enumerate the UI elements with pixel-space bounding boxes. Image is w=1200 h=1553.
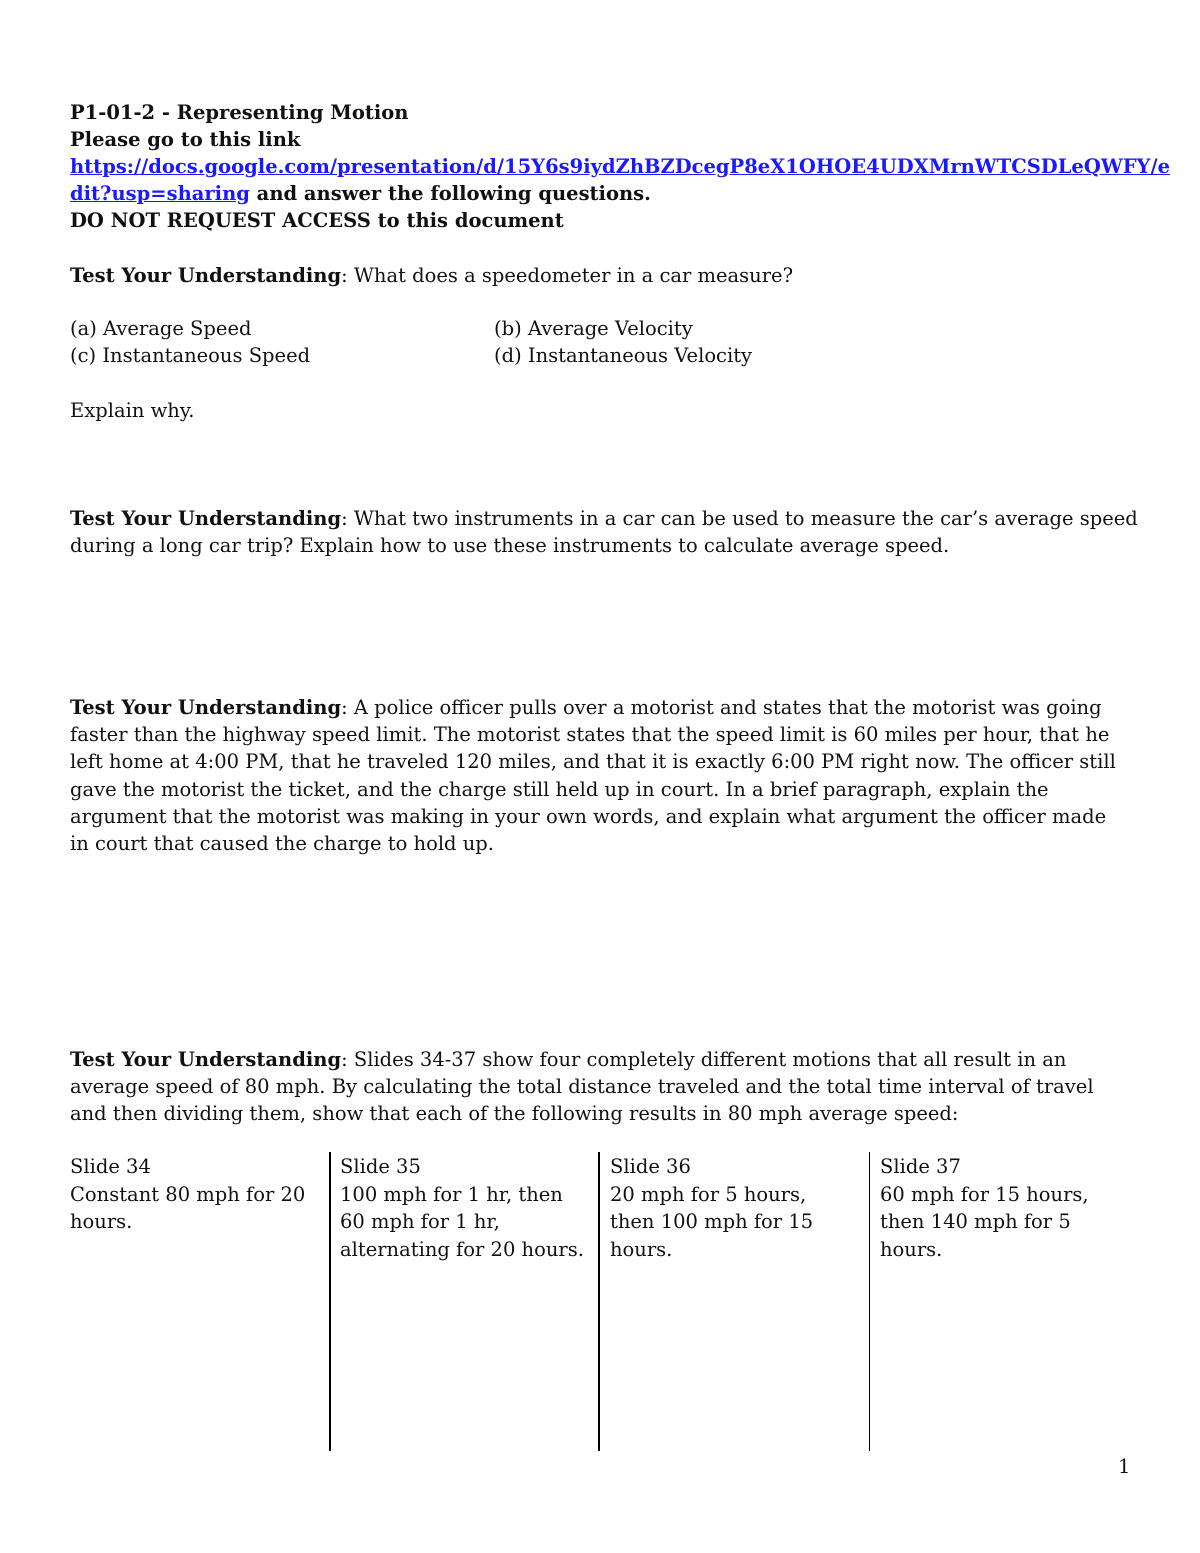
slide-37-column [880, 1153, 1135, 1263]
slide-36-title: Slide 36 [610, 1155, 691, 1178]
choice-d: (d) Instantaneous Velocity [494, 344, 753, 367]
question-2-label: Test Your Understanding [70, 507, 342, 530]
slide-34-title: Slide 34 [70, 1155, 151, 1178]
choice-a: (a) Average Speed [70, 317, 252, 340]
page-title: P1-01-2 - Representing Motion [70, 101, 409, 124]
slide-36-column [610, 1153, 855, 1263]
question-1-text: : What does a speedometer in a car measure? [341, 264, 794, 287]
question-3-text: : A police officer pulls over a motorist and states that the motorist was going faster than the highway speed limit. The motorist states that the speed limit is 60 miles per hour, that he left home at 4:00 PM, that he traveled 120 miles, and that it is exactly 6:00 PM right now. The officer still gave the motorist the ticket, and the charge still held up in court. In a brief paragraph, explain the argument that the motorist was making in your own words, and explain what argument the officer made in court that caused the charge to hold up. [70, 696, 1116, 856]
access-warning: DO NOT REQUEST ACCESS to this document [70, 209, 564, 232]
slide-35-column [340, 1153, 585, 1263]
column-divider-3 [869, 1152, 870, 1451]
question-3-label: Test Your Understanding [70, 696, 342, 719]
presentation-link[interactable]: https://docs.google.com/presentation/d/15Y6s9iydZhBZDcegP8eX1OHOE4UDXMrnWTCSDLeQWFY/e [70, 155, 1171, 178]
question-3 [70, 694, 1130, 857]
column-divider-2 [598, 1152, 600, 1451]
choice-b: (b) Average Velocity [494, 317, 693, 340]
question-4 [70, 1046, 1120, 1128]
slide-36-description: 20 mph for 5 hours, then 100 mph for 15 hours. [610, 1182, 814, 1261]
link-followup-text: and answer the following questions. [249, 182, 651, 205]
question-1-label: Test Your Understanding [70, 264, 342, 287]
slide-37-description: 60 mph for 15 hours, then 140 mph for 5 hours. [880, 1182, 1089, 1261]
question-2 [70, 505, 1140, 559]
slide-35-title: Slide 35 [340, 1155, 421, 1178]
link-line-1 [70, 153, 1170, 180]
explain-prompt: Explain why. [70, 399, 195, 422]
slide-34-description: Constant 80 mph for 20 hours. [70, 1182, 306, 1233]
link-instruction: Please go to this link [70, 128, 301, 151]
question-1 [70, 262, 793, 289]
slide-37-title: Slide 37 [880, 1155, 961, 1178]
question-2-text: : What two instruments in a car can be used to measure the car’s average speed during a long car trip? Explain how to use these instruments to calculate average speed. [70, 507, 1138, 558]
presentation-link-continued[interactable]: dit?usp=sharing [70, 182, 250, 205]
question-4-label: Test Your Understanding [70, 1048, 342, 1071]
choice-c: (c) Instantaneous Speed [70, 344, 311, 367]
slide-35-description: 100 mph for 1 hr, then 60 mph for 1 hr, alternating for 20 hours. [340, 1182, 584, 1261]
slide-34-column [70, 1153, 315, 1236]
question-4-text: : Slides 34-37 show four completely different motions that all result in an average speed of 80 mph. By calculating the total distance traveled and the total time interval of travel and then dividing them, show that each of the following results in 80 mph average speed: [70, 1048, 1094, 1126]
link-line-2 [70, 180, 651, 207]
page-number: 1 [1118, 1455, 1131, 1478]
column-divider-1 [329, 1152, 331, 1451]
